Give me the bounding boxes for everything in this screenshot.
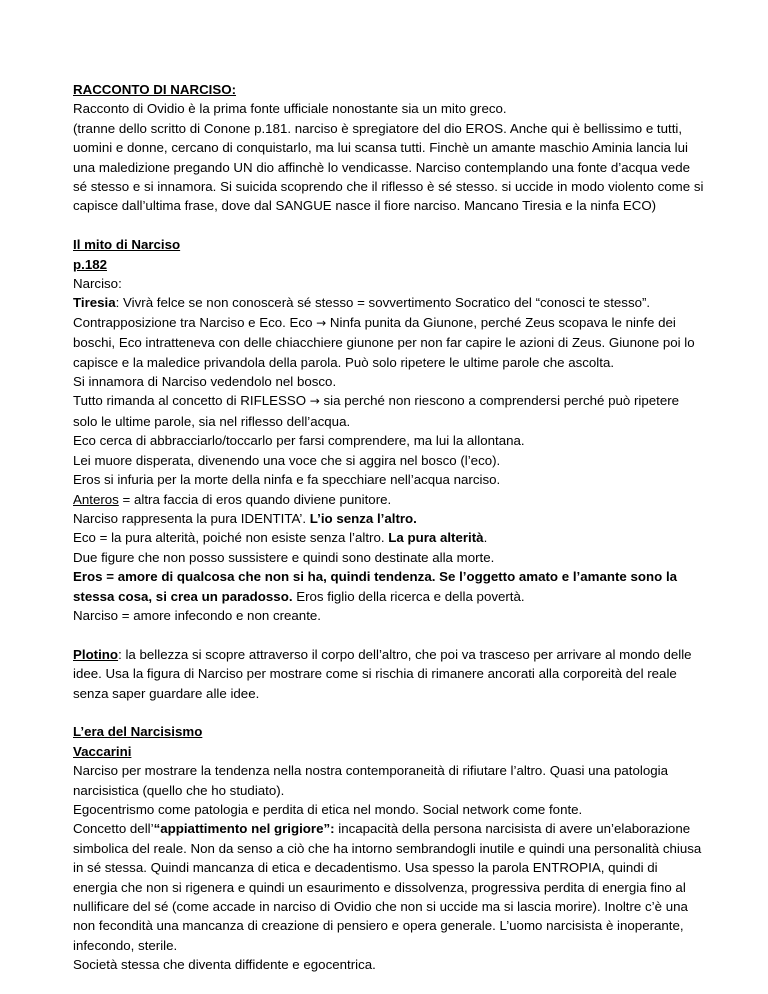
section-racconto [73,80,705,216]
plotino-label: Plotino [73,646,119,662]
bold-run: “appiattimento nel grigiore”: [153,821,335,837]
paragraph: Due figure che non posso sussistere e quindi sono destinate alla morte. [73,549,495,565]
paragraph-tiresia [73,293,705,312]
section-mito [73,235,705,625]
paragraph-concetto [73,819,705,955]
paragraph: Lei muore disperata, divenendo una voce che si aggira nel bosco (l’eco). [73,452,501,468]
text-run: Eros figlio della ricerca e della povertà. [292,588,525,604]
text-run: Eco = la pura alterità, poiché non esiste senza l’altro. [73,530,389,546]
paragraph: Narciso = amore infecondo e non creante. [73,607,321,623]
arrow-right-icon: → [316,315,327,330]
paragraph: Eros si infuria per la morte della ninfa e fa specchiare nell’acqua narciso. [73,472,501,488]
document-body [73,80,705,994]
text-run: . [483,530,488,546]
heading-mito: Il mito di Narciso [73,237,181,253]
text-run: Contrapposizione tra Narciso e Eco. Eco [73,314,317,330]
tiresia-text: : Vivrà felce se non conoscerà sé stesso = sovvertimento Socratico del “conosci te stesso”. [115,295,651,311]
paragraph-eros [73,567,705,606]
paragraph-identita [73,509,705,528]
paragraph-anteros [73,490,705,509]
bold-run: La pura alterità [388,530,484,546]
paragraph-contrapposizione [73,313,705,372]
paragraph: Racconto di Ovidio è la prima fonte ufficiale nonostante sia un mito greco. [73,101,507,117]
paragraph-plotino [73,645,705,703]
paragraph: Egocentrismo come patologia e perdita di etica nel mondo. Social network come fonte. [73,801,583,817]
paragraph: Narciso per mostrare la tendenza nella nostra contemporaneità di rifiutare l’altro. Quasi una patologia narcisistica (quello che ho studiato). [73,763,668,798]
section-plotino [73,645,705,703]
text-run: incapacità della persona narcisista di avere un’elaborazione simbolica del reale. Non da senso a ciò che ha intorno sembrandogli inutile e quindi una personalità chiusa in sé stessa. Quindi mancanza di etica e decadentismo. Usa spesso la parola ENTROPIA, quindi di energia che non si rigenera e quindi un esaurimento e dissolvenza, progressiva perdita di energia fino al nullificare del sé (come accade in narciso di Ovidio che non si uccide ma si lascia morire). Inoltre c’è una non fecondità una mancanza di creazione di pensiero e opera generale. L’uomo narcisista è inoperante, infecondo, sterile. [73,821,702,953]
bold-run: Eros = amore di qualcosa che non si ha, quindi tendenza. Se l’oggetto amato e l’amante sono la stessa cosa, si crea un paradosso. [73,569,678,604]
heading-racconto: RACCONTO DI NARCISO: [73,82,237,97]
text-run: : la bellezza si scopre attraverso il corpo dell’altro, che poi va trasceso per arrivare al mondo delle idee. Usa la figura di Narciso per mostrare come si rischia di rimanere ancorati alla corporeità del reale senza saper guardare alle idee. [73,646,692,701]
paragraph-riflesso [73,391,705,431]
subheading-vaccarini: Vaccarini [73,743,132,759]
section-narcisismo [73,722,705,974]
paragraph: Eco cerca di abbracciarlo/toccarlo per farsi comprendere, ma lui la allontana. [73,433,525,449]
heading-narcisismo: L’era del Narcisismo [73,724,203,740]
tiresia-label: Tiresia [73,295,116,311]
paragraph: Narciso: [73,276,122,292]
text-run: Tutto rimanda al concetto di RIFLESSO [73,393,310,409]
page-reference: p.182 [73,256,108,272]
text-run: = altra faccia di eros quando diviene punitore. [118,491,392,507]
paragraph: Si innamora di Narciso vedendolo nel bosco. [73,374,337,390]
anteros-label: Anteros [73,491,119,507]
paragraph-alterita [73,528,705,547]
bold-run: L’io senza l’altro. [309,510,417,526]
text-run: Ninfa punita da Giunone, perché Zeus scopava le ninfe dei boschi, Eco intratteneva con delle chiacchiere giunone per non far capire le azioni di Zeus. Giunone poi lo capisce e la maledice privandola della parola. Può solo ripetere le ultime parole che ascolta. [73,314,695,370]
text-run: Narciso rappresenta la pura IDENTITA’. [73,510,310,526]
paragraph: (tranne dello scritto di Conone p.181. narciso è spregiatore del dio EROS. Anche qui è bellissimo e tutti, uomini e donne, cercano di conquistarlo, ma lui scansa tutti. Finchè un amante maschio Aminia lancia lui una maledizione pregando UN dio affinchè lo vendicasse. Narciso contemplando una fonte d’acqua vede sé stesso e si innamora. Si suicida scoprendo che il riflesso è sé stesso. si uccide in modo violento come si capisce dall’ultima frase, dove dal SANGUE nasce il fiore narciso. Mancano Tiresia e la ninfa ECO) [73,120,704,214]
paragraph: Società stessa che diventa diffidente e egocentrica. [73,957,376,973]
arrow-right-icon: → [309,394,320,409]
text-run: sia perché non riescono a comprendersi perché può ripetere solo le ultime parole, sia nel riflesso dell’acqua. [73,393,680,429]
text-run: Concetto dell’ [73,821,154,837]
